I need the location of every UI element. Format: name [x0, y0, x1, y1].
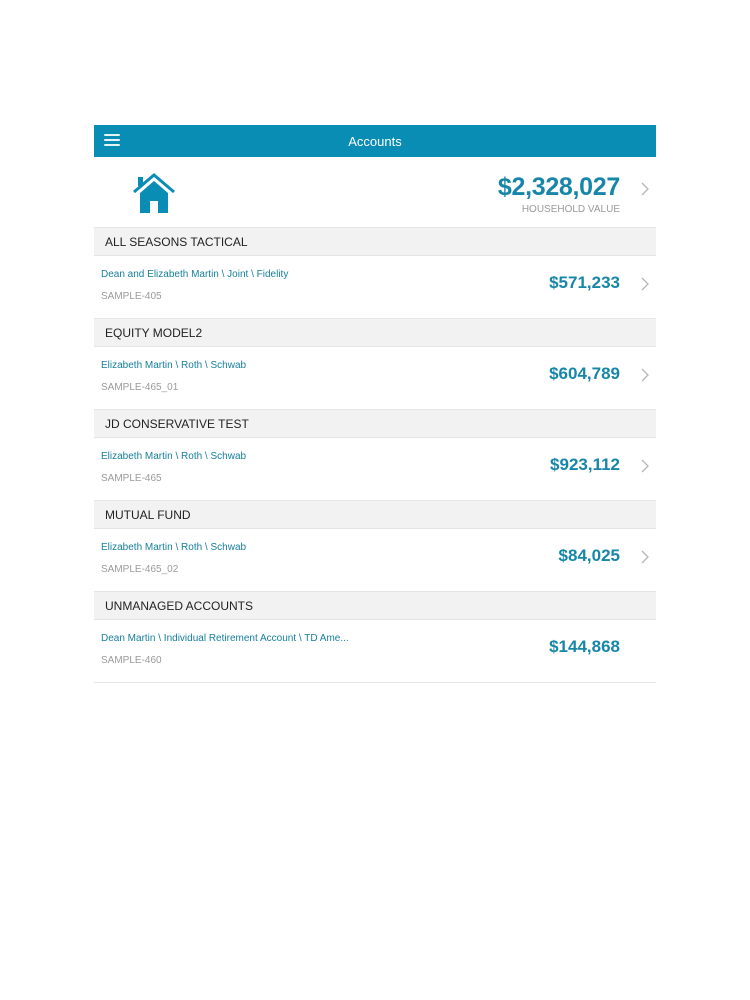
household-value: $2,328,027 — [497, 173, 620, 201]
account-name: Dean Martin \ Individual Retirement Account \ TD Ame... — [101, 633, 349, 644]
account-section — [94, 410, 656, 501]
account-sections — [94, 228, 656, 683]
household-value-label: HOUSEHOLD VALUE — [521, 204, 620, 215]
account-name: Elizabeth Martin \ Roth \ Schwab — [101, 451, 247, 462]
section-header: JD CONSERVATIVE TEST — [94, 410, 656, 438]
account-id: SAMPLE-465_01 — [101, 382, 179, 393]
nav-bar — [94, 125, 656, 157]
chevron-right-icon[interactable] — [640, 550, 650, 564]
account-section — [94, 228, 656, 319]
account-name: Dean and Elizabeth Martin \ Joint \ Fidelity — [101, 269, 289, 280]
account-id: SAMPLE-405 — [101, 291, 162, 302]
account-section — [94, 592, 656, 683]
account-name: Elizabeth Martin \ Roth \ Schwab — [101, 360, 247, 371]
account-id: SAMPLE-460 — [101, 655, 162, 666]
account-row[interactable] — [94, 438, 656, 501]
account-row[interactable] — [94, 620, 656, 683]
account-value: $604,789 — [549, 364, 620, 383]
chevron-right-icon[interactable] — [640, 277, 650, 291]
chevron-right-icon[interactable] — [640, 182, 650, 196]
chevron-right-icon[interactable] — [640, 368, 650, 382]
account-section — [94, 501, 656, 592]
page-title: Accounts — [348, 133, 402, 149]
household-summary-row[interactable] — [94, 157, 656, 228]
account-value: $84,025 — [558, 546, 620, 565]
account-value: $923,112 — [550, 455, 620, 474]
account-id: SAMPLE-465 — [101, 473, 162, 484]
account-row[interactable] — [94, 256, 656, 319]
section-header: ALL SEASONS TACTICAL — [94, 228, 656, 256]
chevron-right-icon[interactable] — [640, 459, 650, 473]
account-row[interactable] — [94, 347, 656, 410]
section-header: MUTUAL FUND — [94, 501, 656, 529]
section-header: UNMANAGED ACCOUNTS — [94, 592, 656, 620]
account-section — [94, 319, 656, 410]
house-icon — [132, 171, 176, 215]
account-id: SAMPLE-465_02 — [101, 564, 179, 575]
section-header: EQUITY MODEL2 — [94, 319, 656, 347]
account-name: Elizabeth Martin \ Roth \ Schwab — [101, 542, 247, 553]
account-value: $144,868 — [549, 637, 620, 656]
hamburger-menu-icon[interactable] — [104, 134, 120, 148]
account-row[interactable] — [94, 529, 656, 592]
account-value: $571,233 — [549, 273, 620, 292]
accounts-screen — [94, 125, 656, 683]
